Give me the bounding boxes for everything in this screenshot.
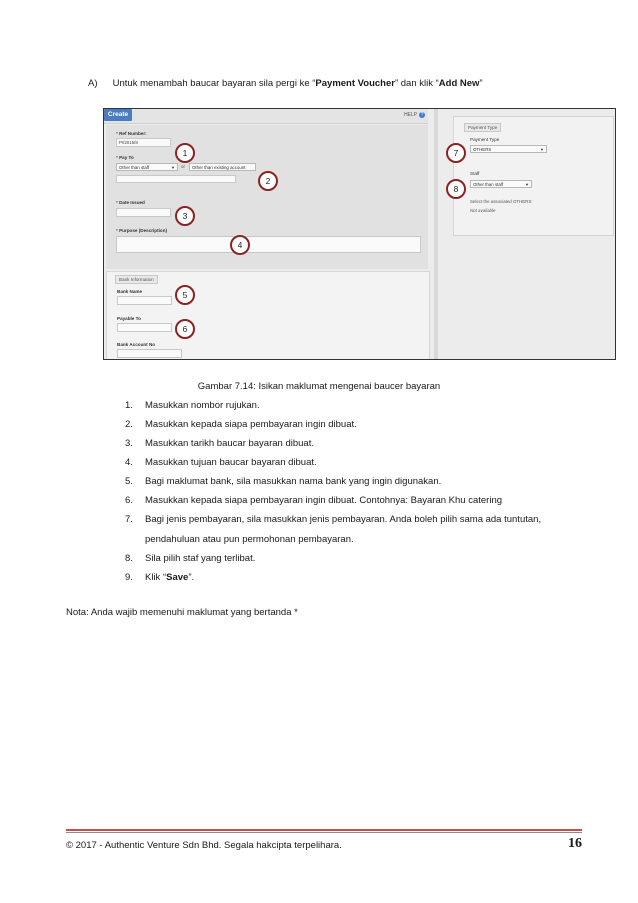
purpose-textarea[interactable] (116, 236, 421, 253)
pay-to-label: * Pay To (116, 155, 134, 160)
list-item: 4. Masukkan tujuan baucar bayaran dibuat. (125, 457, 317, 468)
list-item: 3. Masukkan tarikh baucar bayaran dibuat. (125, 438, 314, 449)
list-item: 7. Bagi jenis pembayaran, sila masukkan jenis pembayaran. Anda boleh pilih sama ada tuntutan, (125, 514, 542, 525)
help-link[interactable] (404, 112, 425, 118)
marker-4: 4 (230, 235, 250, 255)
bank-name-input[interactable] (117, 296, 172, 305)
marker-7: 7 (446, 143, 466, 163)
footer-divider-thin (66, 832, 582, 833)
create-header-bar (104, 109, 428, 124)
marker-2: 2 (258, 171, 278, 191)
marker-3: 3 (175, 206, 195, 226)
list-item: 5. Bagi maklumat bank, sila masukkan nama bank yang ingin digunakan. (125, 476, 442, 487)
staff-select[interactable]: Other than staff ▼ (470, 180, 532, 188)
bank-name-label: Bank Name (117, 289, 143, 294)
list-item: 2. Masukkan kepada siapa pembayaran ingin dibuat. (125, 419, 357, 430)
section-label: A) (88, 78, 98, 89)
marker-6: 6 (175, 319, 195, 339)
associated-note: Select the associated OTHERS: (470, 199, 533, 204)
panel-divider (434, 109, 438, 359)
marker-1: 1 (175, 143, 195, 163)
pay-to-or: or (181, 164, 185, 169)
marker-8: 8 (446, 179, 466, 199)
form-screenshot (103, 108, 616, 360)
not-available-text: Not available (470, 208, 496, 213)
purpose-label: * Purpose (Description) (116, 228, 168, 233)
list-item-continuation: pendahuluan atau pun permohonan pembayaran. (145, 534, 354, 545)
bank-information-panel (106, 271, 430, 360)
section-heading (88, 78, 483, 89)
figure-caption: Gambar 7.14: Isikan maklumat mengenai baucer bayaran (197, 381, 441, 392)
bank-information-tab[interactable]: Bank Information (115, 275, 158, 284)
staff-label: Staff (470, 171, 480, 176)
voucher-form-panel (106, 125, 428, 269)
pay-to-select[interactable]: Other than staff ▼ (116, 163, 178, 171)
chevron-down-icon: ▼ (540, 147, 544, 152)
heading-text-after: ” (479, 78, 483, 89)
payable-to-label: Payable To (117, 316, 141, 321)
ref-number-input[interactable]: PI/2015/8 (116, 138, 171, 147)
list-item: 8. Sila pilih staf yang terlibat. (125, 553, 256, 564)
marker-5: 5 (175, 285, 195, 305)
save-term: Save (166, 572, 189, 583)
footer-divider (66, 829, 582, 831)
heading-text-before: Untuk menambah baucar bayaran sila pergi ke “ (112, 78, 316, 89)
help-icon: ? (420, 112, 424, 118)
date-issued-input[interactable] (116, 208, 171, 217)
pay-to-input[interactable] (116, 175, 236, 183)
page-number: 16 (568, 836, 582, 851)
bank-account-label: Bank Account No (117, 342, 156, 347)
payable-to-input[interactable] (117, 323, 172, 332)
list-item: 9. Klik “Save”. (125, 572, 195, 583)
help-label: HELP (403, 112, 417, 118)
date-issued-label: * Date Issued (116, 200, 145, 205)
list-item: 1. Masukkan nombor rujukan. (125, 400, 260, 411)
chevron-down-icon: ▼ (171, 165, 175, 170)
list-item: 6. Masukkan kepada siapa pembayaran ingin dibuat. Contohnya: Bayaran Khu catering (125, 495, 503, 506)
payment-type-panel (453, 116, 614, 236)
payment-type-select[interactable]: OTHERS ▼ (470, 145, 547, 153)
chevron-down-icon: ▼ (525, 182, 529, 187)
payment-voucher-term: Payment Voucher (315, 78, 395, 89)
footer-copyright: © 2017 - Authentic Venture Sdn Bhd. Segala hakcipta terpelihara. (66, 840, 342, 851)
payment-type-label: Payment Type (470, 137, 500, 142)
heading-text-middle: ” dan klik “ (394, 78, 439, 89)
add-new-term: Add New (438, 78, 480, 89)
create-button[interactable]: Create (104, 109, 132, 121)
ref-number-label: * Ref Number: (116, 131, 147, 136)
payment-type-tab[interactable]: Payment Type (464, 123, 501, 132)
pay-to-account-select[interactable]: Other than existing account (189, 163, 256, 171)
bank-account-input[interactable] (117, 349, 182, 358)
footnote: Nota: Anda wajib memenuhi maklumat yang bertanda * (66, 607, 298, 618)
